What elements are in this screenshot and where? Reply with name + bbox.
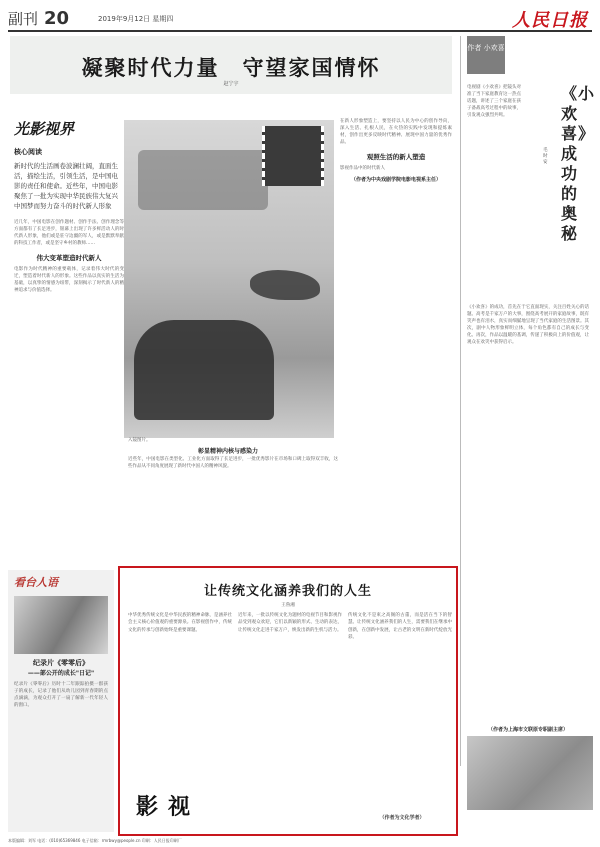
- body-paragraph-1: 近几年，中国电影在创作题材、创作手法、创作理念等方面都有了长足进步，银幕上出现了许多鲜活动人的时代新人形象，他们或是驻守边疆的军人，或是默默奉献的科技工作者，或是坚守乡村的教师……: [14, 220, 124, 246]
- main-byline: 赵宁宇: [223, 81, 239, 87]
- lower-title: 纪录片《零零后》: [33, 659, 89, 667]
- right-photo: [467, 736, 593, 810]
- main-headline-block: [10, 36, 452, 94]
- subhead-3: 观照生活的新人塑造: [366, 153, 426, 161]
- lower-subtitle: ——部公开的成长"日记": [27, 670, 95, 677]
- film-strip-image: [262, 126, 324, 186]
- core-read-title: 核心阅读: [14, 148, 42, 156]
- feature-title: 让传统文化涵养我们的人生: [203, 584, 372, 599]
- page-number: 20: [44, 8, 70, 29]
- photo-caption-title: 彰显精神内核与感染力: [197, 448, 258, 455]
- paper-logo: 人民日报: [512, 10, 588, 31]
- right-title: 《小欢喜》成功的奥秘: [561, 84, 596, 243]
- feature-column-3: 传统文化不是束之高阁的古董，而是活在当下的智慧。让传统文化涵养我们的人生，需要我们在继承中创新，在创新中发展，让古老的文明在新时代绽放光彩。: [348, 613, 452, 641]
- main-article-left-column: [14, 118, 124, 588]
- right-author-note: （作者为上海市文联原专职副主席）: [487, 727, 568, 733]
- lower-body: 纪录片《零零后》历时十二年跟踪拍摄一群孩子的成长，记录了他们从幼儿园到青春期的点点滴滴，为观众打开了一扇了解新一代年轻人的窗口。: [14, 682, 108, 708]
- section-brand: 光影视界: [14, 120, 75, 138]
- page-label: [8, 8, 69, 29]
- main-article-mid-column: [340, 118, 452, 558]
- feature-column-2: 近年来，一批以传统文化为题材的电视节目和影视作品受到观众欢迎，它们以新颖的形式、生动的表达，让传统文化走进千家万户，焕发出新的生机与活力。: [238, 613, 342, 633]
- lower-left-column: [8, 570, 114, 832]
- right-column: [460, 36, 594, 766]
- footer-bar: 本版编辑：刘军 电话：(010)65369846 电子信箱：rmrbwy@people.cn 印刷：人民日报印刷厂: [8, 838, 182, 843]
- photo-caption-text: 影视作品中的时代新人: [340, 166, 385, 171]
- feature-brand: 影视: [136, 794, 201, 820]
- photo-horse-image: [250, 270, 320, 300]
- lower-brand: 看台人语: [14, 576, 58, 589]
- lower-photo: [14, 596, 108, 654]
- main-photo-collage: [124, 120, 334, 438]
- feature-column-1: 中华优秀传统文化是中华民族的精神命脉，是涵养社会主义核心价值观的重要源泉。在影视创作中，传统文化的传承与创新始终是重要课题。: [128, 613, 232, 633]
- publication-date: 2019年9月12日 星期四: [98, 15, 174, 23]
- column-badge: 作者 小欢喜: [467, 36, 505, 74]
- right-author: 毛时安: [543, 148, 548, 165]
- photo-credit: 入镜图片。: [128, 438, 151, 443]
- photo-crowd-image: [138, 150, 268, 210]
- right-body: 《小欢喜》的成功，首先在于它直面现实，关注百姓关心的话题。高考是千家万户的大事，围绕高考展开的家庭故事，既有笑声也有泪水，真实而细腻地呈现了当代家庭的生活图景。其次，剧中人物形象鲜明立体，每个角色都有自己的成长与变化。再次，作品以温暖的基调，传递了积极向上的价值观，让观众在欢笑中获得启示。: [467, 305, 589, 345]
- section-name: 副刊: [8, 10, 39, 28]
- feature-author: 王鲁湘: [281, 603, 295, 608]
- feature-author-note: （作者为文化学者）: [379, 815, 425, 821]
- right-lead: 电视剧《小欢喜》把镜头对准了当下家庭教育这一热点话题，讲述了三个家庭在孩子备战高考过程中的故事，引发观众强烈共鸣。: [467, 85, 521, 118]
- photo-soldiers-image: [134, 320, 274, 420]
- main-author-note: （作者为中央戏剧学院电影电视系主任）: [350, 177, 441, 183]
- body-paragraph-2: 电影作为时代精神的重要载体，记录着伟大时代的变迁，塑造着时代新人的形象。这些作品以真实的生活为基础，以真挚的情感为纽带，深刻揭示了时代新人的精神追求与价值选择。: [14, 267, 124, 293]
- masthead: [8, 4, 592, 32]
- core-read-body: 新时代的生活画卷波澜壮阔，直面生活，描绘生活，引领生活，是中国电影的责任和使命。近些年，中国电影聚焦了一批为实现中华民族伟大复兴中国梦而努力奋斗的时代新人形象: [14, 162, 118, 210]
- feature-article-box: [118, 566, 458, 836]
- body-paragraph-4: 在新人形象塑造上，要坚持以人民为中心的创作导向，深入生活、扎根人民，在火热的实践中发现和提炼素材，创作出更多反映时代精神、展现中国力量的优秀作品。: [340, 119, 452, 145]
- subhead-1: 伟大变革塑造时代新人: [36, 254, 102, 262]
- main-headline: 凝聚时代力量 守望家国情怀: [81, 56, 381, 80]
- body-paragraph-3: 近些年，中国电影在类型化、工业化方面取得了长足进步，一批优秀影片在市场和口碑上取得双丰收，这些作品从不同角度展现了新时代中国人的精神风貌。: [128, 457, 338, 469]
